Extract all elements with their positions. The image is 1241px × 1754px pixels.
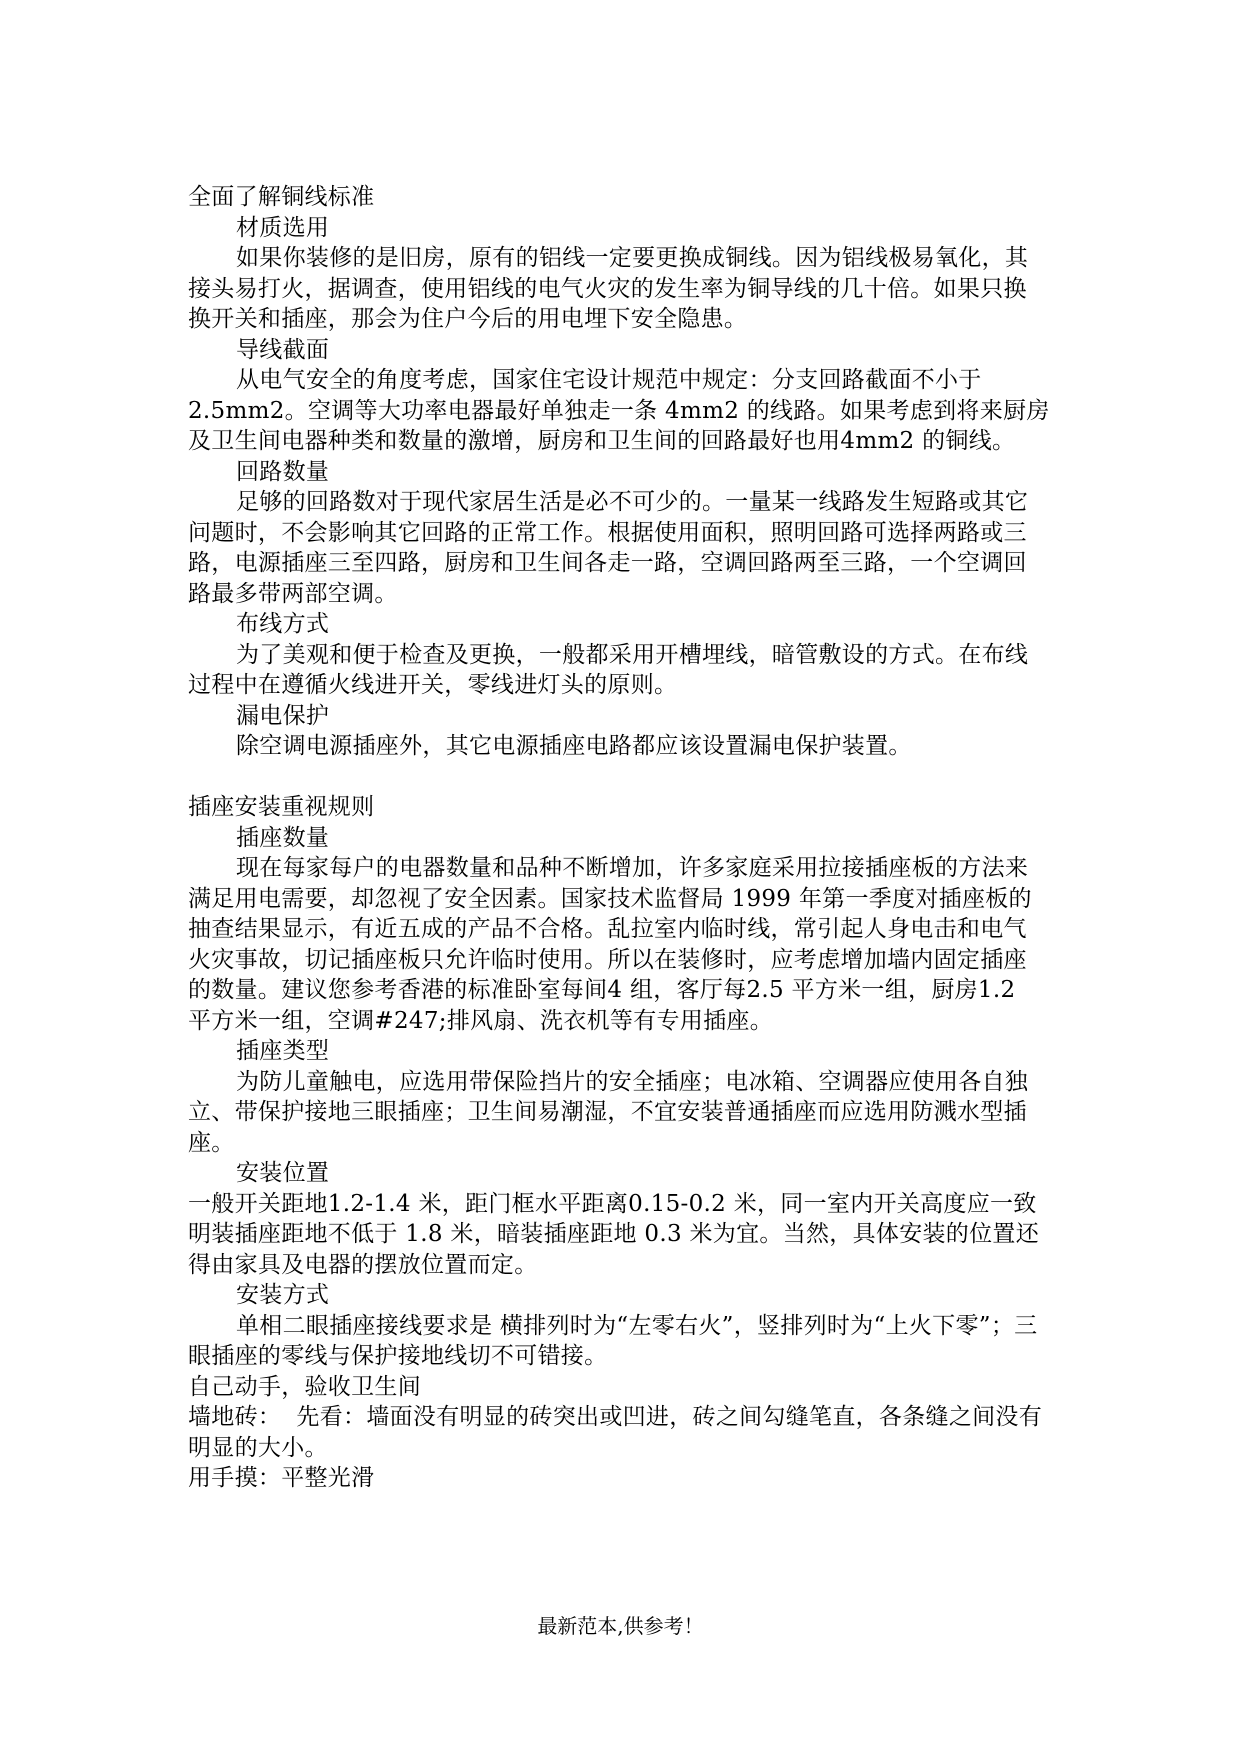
paragraph-line: 的数量。建议您参考香港的标准卧室每间4 组，客厅每2.5 平方米一组，厨房1.2 xyxy=(188,977,1016,1003)
paragraph-line: 单相二眼插座接线要求是 横排列时为“左零右火”，竖排列时为“上火下零”；三 xyxy=(236,1312,1038,1339)
section-heading-wiring: 布线方式 xyxy=(236,611,330,637)
section-heading-material: 材质选用 xyxy=(236,214,330,241)
document-body xyxy=(188,182,1078,1494)
paragraph-line: 墙地砖： 先看：墙面没有明显的砖突出或凹进，砖之间勾缝笔直，各条缝之间没有 xyxy=(188,1404,1043,1430)
paragraph-line: 满足用电需要，却忽视了安全因素。国家技术监督局 1999 年第一季度对插座板的 xyxy=(188,885,1032,912)
paragraph-line: 明显的大小。 xyxy=(188,1434,328,1461)
paragraph-line: 换开关和插座，那会为住户今后的用电埋下安全隐患。 xyxy=(188,306,748,332)
section-heading-socket-type: 插座类型 xyxy=(236,1038,330,1064)
section-heading-circuit-count: 回路数量 xyxy=(236,458,330,485)
paragraph-line: 得由家具及电器的摆放位置而定。 xyxy=(188,1251,538,1278)
paragraph-line: 除空调电源插座外，其它电源插座电路都应该设置漏电保护装置。 xyxy=(236,733,912,759)
paragraph-line: 明装插座距地不低于 1.8 米，暗装插座距地 0.3 米为宜。当然，具体安装的位置还 xyxy=(188,1221,1039,1247)
paragraph-line: 座。 xyxy=(188,1129,235,1156)
section-heading-socket-count: 插座数量 xyxy=(236,824,330,851)
page-footer: 最新范本,供参考！ xyxy=(537,1614,704,1638)
paragraph-line: 为防儿童触电，应选用带保险挡片的安全插座；电冰箱、空调器应使用各自独 xyxy=(236,1068,1029,1095)
paragraph-line: 用手摸：平整光滑 xyxy=(188,1465,375,1491)
paragraph-line: 火灾事故，切记插座板只允许临时使用。所以在装修时，应考虑增加墙内固定插座 xyxy=(188,946,1027,973)
blank-line xyxy=(188,762,1078,793)
section-heading-leakage: 漏电保护 xyxy=(236,702,330,729)
section-heading-install-position: 安装位置 xyxy=(236,1160,330,1186)
doc-section-title: 插座安装重视规则 xyxy=(188,794,375,820)
paragraph-line: 问题时，不会影响其它回路的正常工作。根据使用面积，照明回路可选择两路或三 xyxy=(188,519,1027,546)
paragraph-line: 及卫生间电器种类和数量的激增，厨房和卫生间的回路最好也用4mm2 的铜线。 xyxy=(188,428,1016,454)
section-heading-wire-section: 导线截面 xyxy=(236,336,330,363)
doc-title: 全面了解铜线标准 xyxy=(188,184,375,210)
paragraph-line: 如果你装修的是旧房，原有的铝线一定要更换成铜线。因为铝线极易氧化，其 xyxy=(236,245,1029,271)
paragraph-line: 接头易打火，据调查，使用铝线的电气火灾的发生率为铜导线的几十倍。如果只换 xyxy=(188,275,1027,302)
paragraph-line: 抽查结果显示，有近五成的产品不合格。乱拉室内临时线，常引起人身电击和电气 xyxy=(188,916,1027,942)
paragraph-line: 2.5mm2。空调等大功率电器最好单独走一条 4mm2 的线路。如果考虑到将来厨房 xyxy=(188,397,1050,424)
section-heading-install-method: 安装方式 xyxy=(236,1282,330,1308)
paragraph-line: 现在每家每户的电器数量和品种不断增加，许多家庭采用拉接插座板的方法来 xyxy=(236,855,1029,881)
paragraph-line: 足够的回路数对于现代家居生活是必不可少的。一量某一线路发生短路或其它 xyxy=(236,489,1029,515)
doc-section-title: 自己动手，验收卫生间 xyxy=(188,1373,421,1400)
paragraph-line: 过程中在遵循火线进开关，零线进灯头的原则。 xyxy=(188,672,678,698)
paragraph-line: 从电气安全的角度考虑，国家住宅设计规范中规定：分支回路截面不小于 xyxy=(236,367,982,393)
paragraph-line: 一般开关距地1.2-1.4 米，距门框水平距离0.15-0.2 米，同一室内开关高度应一致 xyxy=(188,1190,1037,1217)
paragraph-line: 平方米一组，空调#247;排风扇、洗衣机等有专用插座。 xyxy=(188,1007,774,1034)
paragraph-line: 为了美观和便于检查及更换，一般都采用开槽埋线，暗管敷设的方式。在布线 xyxy=(236,641,1029,668)
paragraph-line: 眼插座的零线与保护接地线切不可错接。 xyxy=(188,1343,608,1369)
paragraph-line: 路，电源插座三至四路，厨房和卫生间各走一路，空调回路两至三路，一个空调回 xyxy=(188,550,1027,576)
paragraph-line: 路最多带两部空调。 xyxy=(188,580,398,607)
paragraph-line: 立、带保护接地三眼插座；卫生间易潮湿，不宜安装普通插座而应选用防溅水型插 xyxy=(188,1099,1027,1125)
